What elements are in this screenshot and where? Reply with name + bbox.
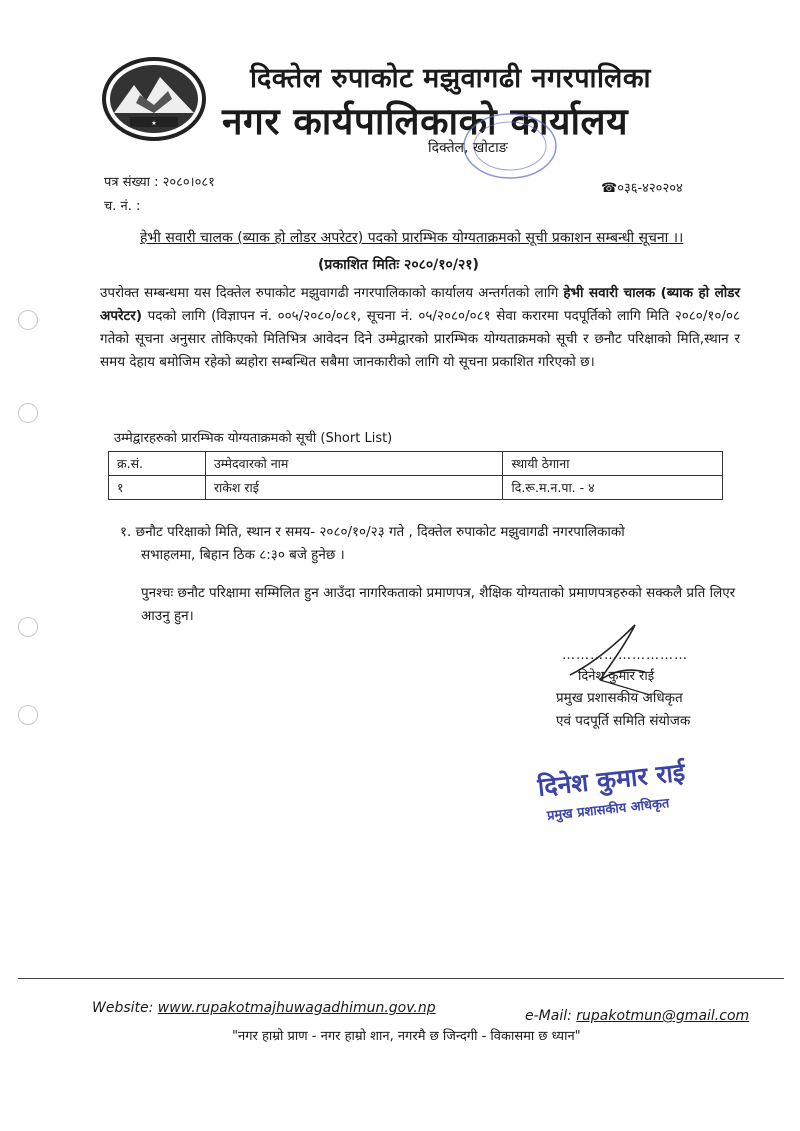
shortlist-table	[108, 451, 723, 500]
header-serial: क्र.सं.	[109, 452, 206, 476]
email-label: e-Mail:	[525, 1008, 577, 1024]
header-candidate-name: उम्मेदवारको नाम	[205, 452, 503, 476]
footer-website	[92, 1000, 436, 1016]
footer-divider	[18, 978, 784, 979]
signatory-committee: एवं पदपूर्ति समिति संयोजक	[556, 713, 691, 729]
org-name: दिक्तेल रुपाकोट मझुवागढी नगरपालिका	[250, 63, 652, 94]
website-link[interactable]: www.rupakotmajhuwagadhimun.gov.np	[157, 1000, 436, 1016]
signatory-title: प्रमुख प्रशासकीय अधिकृत	[556, 690, 683, 706]
post-title: हेभी सवारी चालक (ब्याक हो लोडर अपरेटर)	[100, 285, 740, 324]
body-text: उपरोक्त सम्बन्धमा यस दिक्तेल रुपाकोट मझुवागढी नगरपालिकाको कार्यालय अन्तर्गतको लागि	[100, 285, 564, 301]
website-label: Website:	[92, 1000, 158, 1016]
dispatch-number: च. नं. :	[104, 199, 141, 214]
published-date: (प्रकाशित मितिः २०८०/१०/२१)	[318, 257, 479, 273]
table-caption: उम्मेद्वारहरुको प्रारम्भिक योग्यताक्रमको सूची (Short List)	[114, 431, 393, 446]
signatory-name: दिनेश कुमार राई	[578, 669, 655, 684]
svg-text:★: ★	[151, 120, 157, 127]
footer-email	[525, 1008, 749, 1024]
cell-candidate-name: राकेश राई	[205, 476, 503, 500]
header-address: स्थायी ठेगाना	[503, 452, 723, 476]
exam-info-line1: १. छनौट परिक्षाको मिति, स्थान र समय- २०८०/१०/२३ गते , दिक्तेल रुपाकोट मझुवागढी नगरपालिकाको	[120, 524, 625, 540]
name-stamp: दिनेश कुमार राई	[536, 757, 687, 802]
cell-address: दि.रू.म.न.पा. - ४	[503, 476, 723, 500]
notice-body	[100, 282, 740, 374]
exam-info-line2: सभाहलमा, बिहान ठिक ८:३० बजे हुनेछ ।	[141, 547, 345, 563]
signature-line: ………………………	[562, 648, 688, 663]
punch-hole	[18, 403, 38, 423]
body-text: पदको लागि (विज्ञापन नं. ००५/२०८०/०८१, सूचना नं. ०५/२०८०/०८१ सेवा करारमा पदपूर्तिको लागि मिति २०८०/१०/०८ गतेको सूचना अनुसार तोकिएको मितिभित्र आवेदन दिने उम्मेद्वारको प्रारम्भिक योग्यताक्रमको सूची र छनौट परिक्षाको मिति,स्थान र समय देहाय बमोजिम रहेको ब्यहोरा सम्बन्धित सबैमा जानकारीको लागि यो सूचना प्रकाशित गरिएको छ।	[100, 308, 740, 370]
office-location: दिक्तेल, खोटाङ	[428, 140, 508, 156]
table-header-row	[109, 452, 723, 476]
cell-serial: १	[109, 476, 206, 500]
email-link[interactable]: rupakotmun@gmail.com	[576, 1008, 750, 1024]
postscript: पुनश्चः छनौट परिक्षामा सम्मिलित हुन आउँदा नागरिकताको प्रमाणपत्र, शैक्षिक योग्यताको प्रमाणपत्रहरुको सक्कलै प्रति लिएर आउनु हुन।	[141, 585, 736, 624]
notice-subject: हेभी सवारी चालक (ब्याक हो लोडर अपरेटर) पदको प्रारम्भिक योग्यताक्रमको सूची प्रकाशन सम्बन्धी सूचना ।।	[140, 230, 684, 246]
title-stamp: प्रमुख प्रशासकीय अधिकृत	[546, 796, 671, 824]
government-emblem-icon	[100, 55, 208, 143]
punch-hole	[18, 705, 38, 725]
table-row	[109, 476, 723, 500]
punch-hole	[18, 617, 38, 637]
letter-number: पत्र संख्या : २०८०।०८१	[104, 175, 215, 190]
footer-slogan: "नगर हाम्रो प्राण - नगर हाम्रो शान, नगरमै छ जिन्दगी - विकासमा छ ध्यान"	[232, 1029, 581, 1044]
phone-number: ☎०३६-४२०२०४	[601, 181, 683, 196]
office-name: नगर कार्यपालिकाको कार्यालय	[222, 100, 629, 143]
punch-hole	[18, 310, 38, 330]
